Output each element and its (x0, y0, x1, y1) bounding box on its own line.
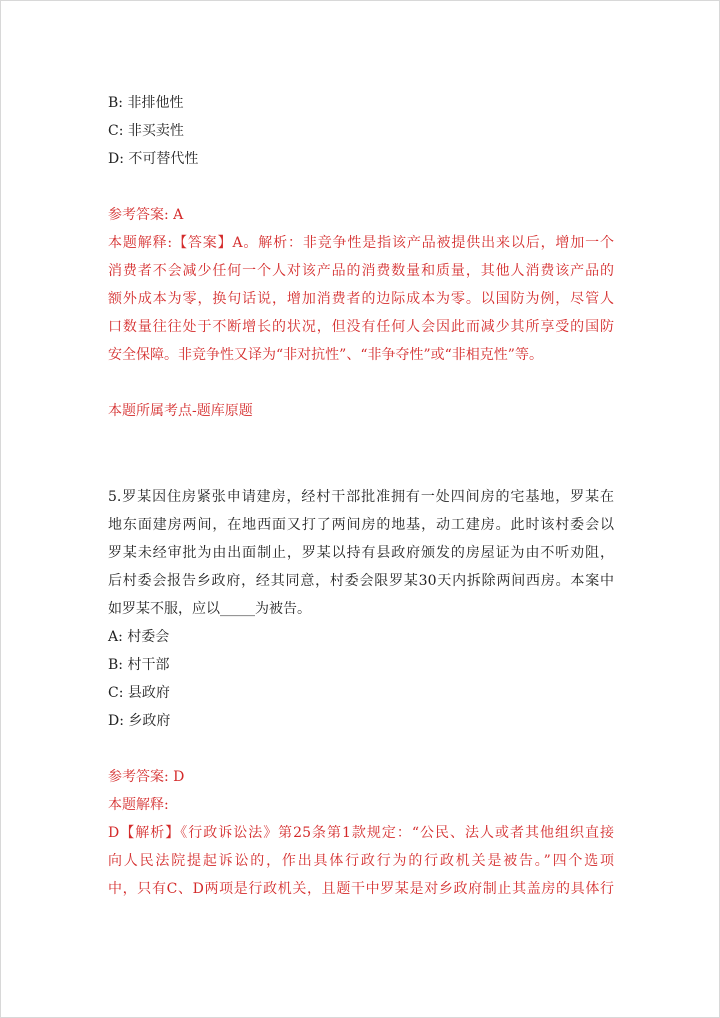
q4-explanation-line: 本题解释:【答案】A。解析：非竞争性是指该产品被提供出来以后，增加一个 (108, 235, 614, 251)
q5-explanation (108, 819, 614, 903)
q5-explanation-line: 中，只有C、D两项是行政机关，且题干中罗某是对乡政府制止其盖房的具体行 (108, 881, 614, 897)
q5-explanation-line: D【解析】《行政诉讼法》第25条第1款规定：“公民、法人或者其他组织直接 (108, 825, 614, 841)
q5-stem-line: 如罗某不服，应以_____为被告。 (108, 601, 311, 617)
q5-option-b: B: 村干部 (108, 657, 170, 673)
q4-explanation-line: 安全保障。非竞争性又译为“非对抗性”、“非争夺性”或“非相克性”等。 (108, 347, 543, 363)
q4-options (108, 89, 614, 173)
q4-option-b: B: 非排他性 (108, 95, 184, 111)
q5-option-d: D: 乡政府 (108, 713, 171, 729)
q4-explanation-line: 消费者不会减少任何一个人对该产品的消费数量和质量，其他人消费该产品的 (108, 263, 614, 279)
q4-explanation (108, 229, 614, 369)
q5-explanation-line: 向人民法院提起诉讼的，作出具体行政行为的行政机关是被告。”四个选项 (108, 853, 614, 869)
q5-explanation-label: 本题解释: (108, 797, 169, 813)
q4-explanation-line: 口数量往往处于不断增长的状况，但没有任何人会因此而减少其所享受的国防 (108, 319, 614, 335)
q4-option-c: C: 非买卖性 (108, 123, 184, 139)
q4-answer: 参考答案: A (108, 207, 184, 223)
q5-answer: 参考答案: D (108, 769, 185, 785)
q5-stem-line: 5.罗某因住房紧张申请建房，经村干部批准拥有一处四间房的宅基地，罗某在 (108, 489, 614, 505)
q5-option-c: C: 县政府 (108, 685, 170, 701)
q4-explanation-line: 额外成本为零，换句话说，增加消费者的边际成本为零。以国防为例，尽管人 (108, 291, 614, 307)
q4-source: 本题所属考点-题库原题 (108, 403, 253, 419)
q5-options (108, 623, 614, 735)
q5-stem (108, 483, 614, 623)
q4-option-d: D: 不可替代性 (108, 151, 199, 167)
q5-stem-line: 后村委会报告乡政府，经其同意，村委会限罗某30天内拆除两间西房。本案中 (108, 573, 614, 589)
q5-stem-line: 地东面建房两间，在地西面又打了两间房的地基，动工建房。此时该村委会以 (108, 517, 614, 533)
q5-option-a: A: 村委会 (108, 629, 170, 645)
q5-stem-line: 罗某未经审批为由出面制止，罗某以持有县政府颁发的房屋证为由不听劝阻， (108, 545, 614, 561)
page-content (108, 89, 614, 903)
